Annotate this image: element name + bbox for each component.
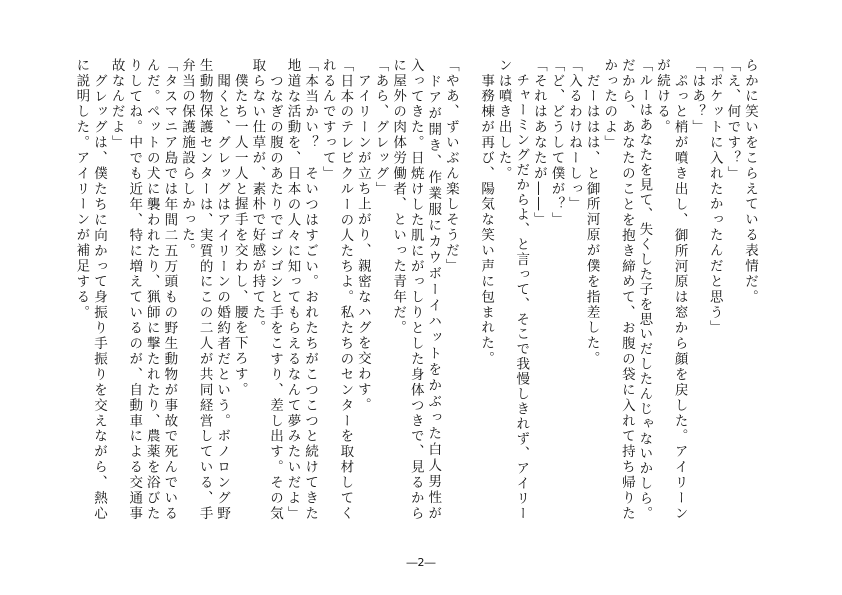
text-line: 「はあ？」 — [689, 58, 706, 136]
text-line: だーははは、と御所河原が僕を指差した。 — [583, 58, 600, 367]
text-line: 「入るわけねーしっ」 — [566, 58, 583, 213]
page-number: ―2― — [406, 556, 436, 569]
text-line: かったのよ」 — [601, 58, 618, 151]
text-line: に屋外の肉体労働者、といった青年だ。 — [390, 58, 407, 336]
text-line: 「日本のテレビクルーの人たちよ。私たちのセンターを取材してく — [337, 58, 354, 521]
text-line: 僕たち一人一人と握手を交わし、腰を下ろす。 — [231, 58, 248, 398]
text-line: グレッグは、僕たちに向かって身振り手振りを交えながら、熱心 — [91, 58, 108, 521]
text-line: 「ルーはあなたを見て、失くした子を思いだしたんじゃないかしら。 — [636, 58, 653, 521]
text-line: 「それはあなたが――」 — [530, 58, 547, 228]
text-line: 「タスマニア島では年間二五万頭もの野生動物が事故で死んでいる — [161, 58, 178, 521]
text-line: 「ど、どうして僕が？」 — [548, 58, 565, 228]
text-line: だから、あなたのことを抱き締めて、お腹の袋に入れて持ち帰りた — [618, 58, 635, 521]
scene-break — [459, 58, 477, 521]
body-text — [72, 58, 758, 521]
text-line: が続ける。 — [654, 58, 671, 136]
text-line: ンは噴き出した。 — [495, 58, 512, 182]
text-line: 「あら、グレッグ」 — [372, 58, 389, 197]
text-line: 聞くと、グレッグはアイリーンの婚約者だという。ボノロング野 — [214, 58, 231, 521]
text-line: 事務棟が再び、陽気な笑い声に包まれた。 — [478, 58, 495, 367]
text-line: れるんですって」 — [319, 58, 336, 182]
scene-2 — [72, 58, 459, 521]
text-line: ぷっと梢が噴き出し、御所河原は窓から顔を戻した。アイリーン — [671, 58, 688, 521]
text-line: んだ。ペットの犬に襲われたり、猟師に撃たれたり、農薬を浴びた — [143, 58, 160, 521]
text-line: 弁当の保護施設らしかった。 — [178, 58, 195, 259]
text-line: りしてね。中でも近年、特に増えているのが、自動車による交通事 — [126, 58, 143, 521]
text-line: に説明した。アイリーンが補足する。 — [73, 58, 90, 321]
text-line: 入ってきた。日焼けした肌にがっしりとした身体つきで、見るから — [407, 58, 424, 521]
text-line: 地道な活動を、日本の人々に知ってもらえるなんて夢みたいだよ」 — [284, 58, 301, 521]
text-line: 生動物保護センターは、実質的にこの二人が共同経営している、手 — [196, 58, 213, 521]
text-line: ドアが開き、作業服にカウボーイハットをかぶった白人男性が — [425, 58, 442, 521]
text-line: 故なんだよ」 — [108, 58, 125, 151]
text-line: らかに笑いをこらえている表情だ。 — [741, 58, 758, 305]
text-line: 「やあ、ずいぶん楽しそうだ」 — [442, 58, 459, 275]
text-line: チャーミングだからよ、と言って、そこで我慢しきれず、アイリー — [513, 58, 530, 521]
text-line: 「ポケットに入れたかったんだと思う」 — [706, 58, 723, 336]
text-line: つなぎの腹のあたりでゴシゴシと手をこすり、差し出す。その気 — [266, 58, 283, 521]
text-line: 「え、何です？」 — [724, 58, 741, 182]
text-line: 取らない仕草が、素朴で好感が持てた。 — [249, 58, 266, 336]
scene-1 — [476, 58, 758, 521]
text-line: アイリーンが立ち上がり、親密なハグを交わす。 — [354, 58, 371, 413]
text-line: 「本当かい？ そいつはすごい。おれたちがこつこつと続けてきた — [302, 58, 319, 521]
